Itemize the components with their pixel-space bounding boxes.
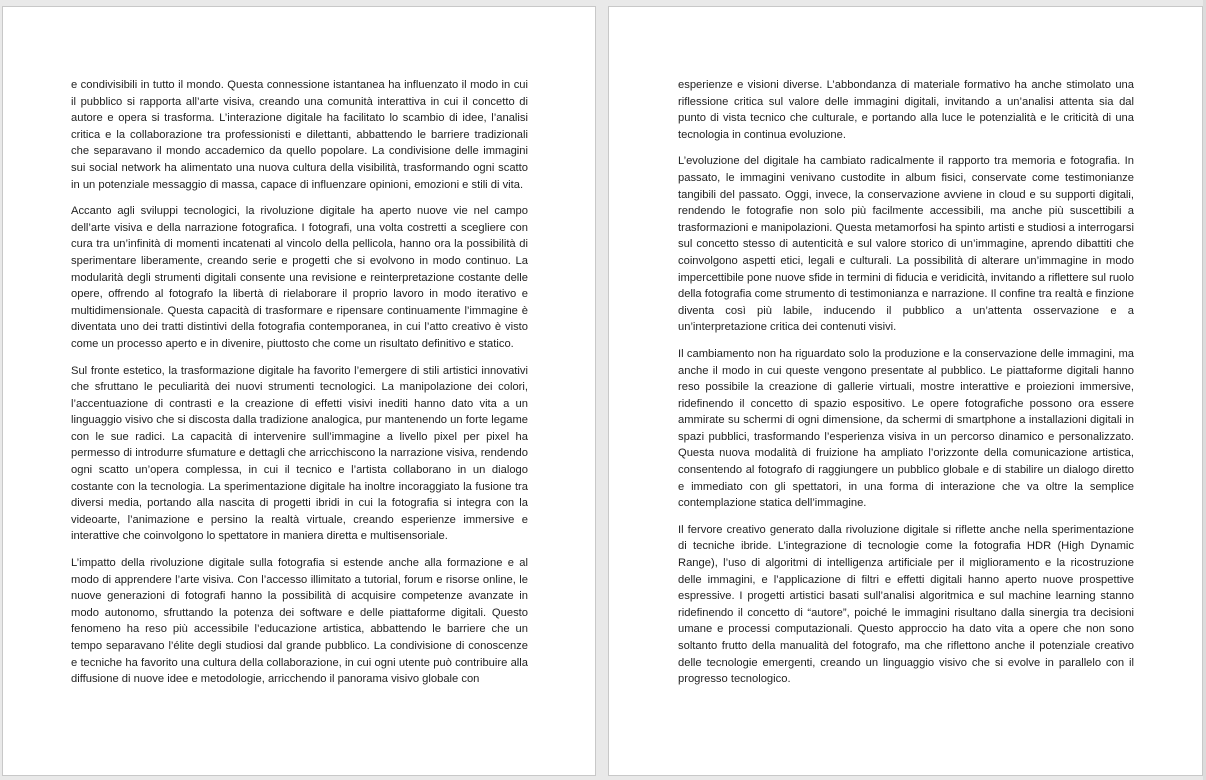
paragraph: Sul fronte estetico, la trasformazione digitale ha favorito l’emergere di stili artistici innovativi che sfruttano le peculiarità dei nuovi strumenti tecnologici. La manipolazione dei colori, l’accentuazione di contrasti e la creazione di effetti visivi inediti hanno dato vita a un linguaggio visivo che si discosta dalla tradizione analogica, pur mantenendo un forte legame con le sue radici. La capacità di intervenire sull’immagine a livello pixel per pixel ha permesso di introdurre sfumature e dettagli che arricchiscono la narrazione visiva, rendendo ogni scatto un’opera complessa, in cui il tecnico e l’artista collaborano in un dialogo costante con la tecnologia. La sperimentazione digitale ha inoltre incoraggiato la fusione tra diversi media, portando alla nascita di progetti ibridi in cui la fotografia si integra con la videoarte, l’animazione e persino la realtà virtuale, creando esperienze immersive e interattive che coinvolgono lo spettatore in maniera diretta e multisensoriale. [71, 364, 528, 543]
paragraph: Il fervore creativo generato dalla rivoluzione digitale si riflette anche nella sperimentazione di tecniche ibride. L’integrazione di tecnologie come la fotografia HDR (High Dynamic Range), l’uso di algoritmi di intelligenza artificiale per il miglioramento e la ricostruzione delle immagini, e l’applicazione di filtri e effetti digitali hanno aperto nuove prospettive espressive. I progetti artistici basati sull’analisi algoritmica e sul machine learning stanno ridefinendo il concetto di “autore”, poiché le immagini risultano dalla sinergia tra decisioni umane e processi computazionali. Questo approccio ha dato vita a opere che non sono soltanto frutto della manualità del fotografo, ma che riflettono anche il potenziale creativo delle tecnologie emergenti, creando un linguaggio visivo che si evolve in parallelo con il progresso tecnologico. [678, 523, 1134, 686]
document-page-left[interactable] [2, 6, 596, 776]
paragraph: Accanto agli sviluppi tecnologici, la rivoluzione digitale ha aperto nuove vie nel campo dell’arte visiva e della narrazione fotografica. I fotografi, una volta costretti a scegliere con cura tra un’infinità di momenti incatenati al vincolo della pellicola, hanno ora la possibilità di sperimentare liberamente, creando serie e progetti che si evolvono in modo continuo. La modularità degli strumenti digitali consente una revisione e reinterpretazione costante delle opere, offrendo al fotografo la libertà di rielaborare il proprio lavoro in modo iterativo e multidimensionale. Questa capacità di trasformare e ripensare continuamente l’immagine è diventata uno dei tratti distintivi della fotografia contemporanea, in cui l’atto creativo è visto come un processo aperto e in divenire, piuttosto che come un risultato definitivo e statico. [71, 205, 528, 350]
paragraph: e condivisibili in tutto il mondo. Questa connessione istantanea ha influenzato il modo in cui il pubblico si rapporta all’arte visiva, creando una comunità interattiva in cui il concetto di autore e opera si trasforma. L’interazione digitale ha facilitato lo scambio di idee, l’analisi critica e la collaborazione tra professionisti e dilettanti, abbattendo le barriere tradizionali che separavano il mondo accademico da quello popolare. La condivisione delle immagini sui social network ha alimentato una nuova cultura della visibilità, trasformando ogni scatto in un potenziale messaggio di massa, capace di influenzare opinioni, emozioni e stili di vita. [71, 79, 528, 191]
paragraph: L’impatto della rivoluzione digitale sulla fotografia si estende anche alla formazione e al modo di apprendere l’arte visiva. Con l’accesso illimitato a tutorial, forum e risorse online, le nuove generazioni di fotografi hanno la possibilità di acquisire competenze avanzate in modo autonomo, sfruttando la potenza dei software e delle piattaforme digitali. Questo fenomeno ha reso più accessibile l’educazione artistica, abbattendo le barriere che un tempo separavano l’élite degli studiosi dal grande pubblico. La condivisione di conoscenze e tecniche ha favorito una cultura della collaborazione, in cui ogni utente può contribuire alla diffusione di nuove idee e metodologie, arricchendo il panorama visivo globale con [71, 557, 528, 686]
paragraph: Il cambiamento non ha riguardato solo la produzione e la conservazione delle immagini, ma anche il modo in cui queste vengono presentate al pubblico. Le piattaforme digitali hanno reso possibile la creazione di gallerie virtuali, mostre interattive e proiezioni immersive, ridefinendo il concetto di spazio espositivo. Le opere fotografiche possono ora essere ammirate su schermi di ogni dimensione, da schermi di smartphone a installazioni digitali in spazi pubblici, trasformando l’esperienza visiva in un percorso dinamico e personalizzato. Questa nuova modalità di fruizione ha ampliato l’orizzonte della comunicazione artistica, consentendo al fotografo di raggiungere un pubblico globale e di stabilire un dialogo diretto e immediato con gli spettatori, in una forma di interazione che va oltre la semplice contemplazione statica dell’immagine. [678, 347, 1134, 510]
paragraph: L’evoluzione del digitale ha cambiato radicalmente il rapporto tra memoria e fotografia. In passato, le immagini venivano custodite in album fisici, conservate come testimonianze tangibili del passato. Oggi, invece, la conservazione avviene in cloud e su supporti digitali, rendendo le fotografie non solo più facilmente accessibili, ma anche più suscettibili a trasformazioni e manipolazioni. Questa metamorfosi ha spinto artisti e studiosi a interrogarsi sul concetto stesso di autenticità e sul valore storico di un’immagine, aprendo dibattiti che coinvolgono aspetti etici, legali e culturali. La possibilità di alterare un’immagine in modo impercettibile pone nuove sfide in termini di fiducia e veridicità, invitando a riflettere sul ruolo della fotografia come strumento di testimonianza e narrazione. Il confine tra realtà e finzione diventa così più labile, inducendo il pubblico a un’attenta osservazione e a un’interpretazione critica dei contenuti visivi. [678, 155, 1134, 334]
document-page-right[interactable] [608, 6, 1203, 776]
page-text-body[interactable] [678, 77, 1134, 698]
page-text-body[interactable] [71, 77, 528, 698]
paragraph: esperienze e visioni diverse. L’abbondanza di materiale formativo ha anche stimolato una riflessione critica sul valore delle immagini digitali, invitando a un’analisi attenta sia dal punto di vista tecnico che culturale, e portando alla luce le potenzialità e le criticità di una tecnologia in continua evoluzione. [678, 79, 1134, 141]
